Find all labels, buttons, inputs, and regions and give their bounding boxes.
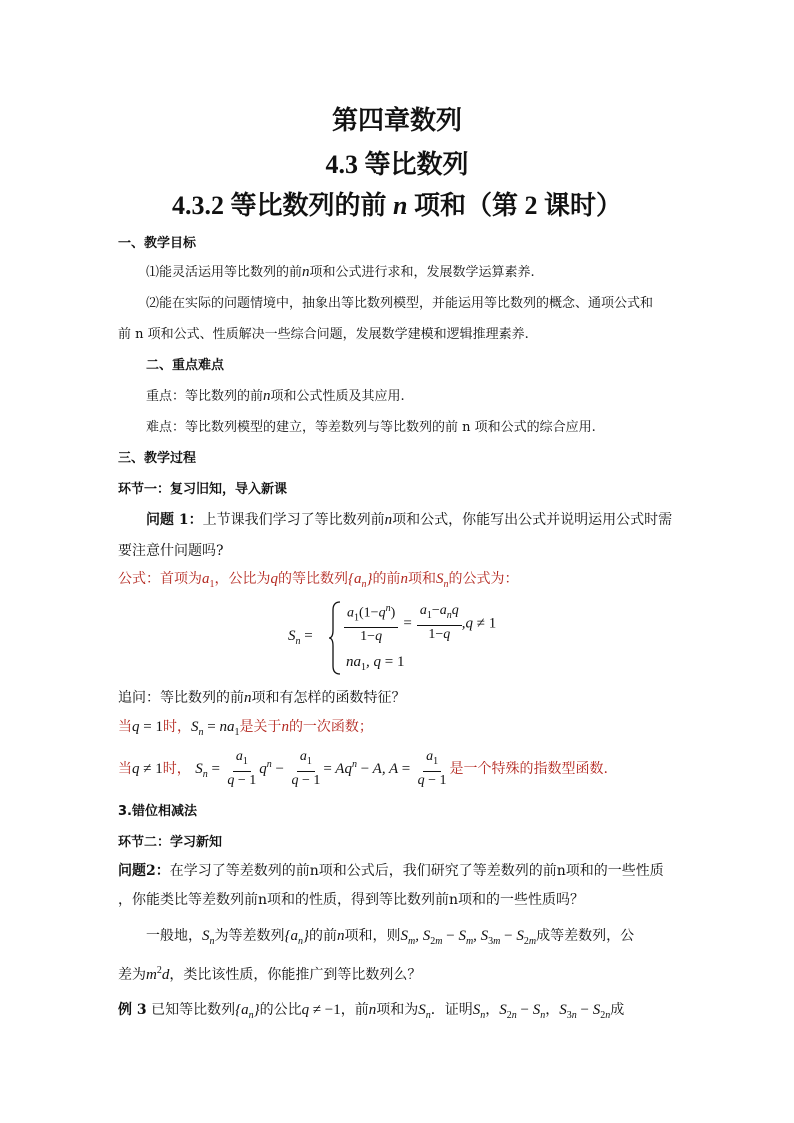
follow-question: 追问：等比数列的前n项和有怎样的函数特征？ [118, 690, 406, 706]
question-2-line2: ，你能类比等差数列前n项和的性质，得到等比数列前n项和的一些性质吗？ [118, 892, 585, 908]
goal-1: ⑴能灵活运用等比数列的前n项和公式进行求和，发展数学运算素养. [146, 264, 535, 280]
hard-point: 难点：等比数列模型的建立，等差数列与等比数列的前 n 项和公式的综合应用. [146, 420, 596, 435]
case-q-not-1: 当q ≠ 1时， $S_n$ = $\frac{a_1}{q - 1}$ $q^n$ − $\frac{a_1}{q - 1}$ = $Aq^n - A$, A = $\frac{a_1}{q - 1}$ 是一个特殊的指数型函数. [118, 749, 608, 788]
heading-key-points: 二、重点难点 [146, 358, 225, 373]
example-3-label: 例 3 [118, 1002, 147, 1018]
sum-formula-case-q-not-1: $\frac{a_1(1-q^n)}{1-q}$ = $\frac{a_1-a_nq}{1-q}$ ,q ≠ 1 [344, 600, 496, 646]
link-1: 环节一：复习旧知，导入新课 [118, 482, 288, 497]
lesson-title-post: 项和（第 2 课时） [407, 191, 622, 220]
brace-icon [328, 600, 342, 676]
formula-lead: 公式：首项为$a_1$，公比为q的等比数列$\{a_n\}$的前n项和$S_n$的公式为： [118, 571, 519, 590]
question-1-line1: 问题 1：上节课我们学习了等比数列前n项和公式，你能写出公式并说明运用公式时需 [146, 512, 673, 528]
heading-goals: 一、教学目标 [118, 236, 197, 251]
question-1-label: 问题 1： [146, 512, 203, 528]
goal-2-line1: ⑵能在实际的问题情境中，抽象出等比数列模型，并能运用等比数列的概念、通项公式和 [146, 296, 654, 311]
general-statement-line1: 一般地，$S_n$为等差数列$\{a_n\}$的前n项和，则$S_m$, $S_{2m} - S_m$, $S_{3m} - S_{2m}$成等差数列，公 [146, 928, 635, 947]
method-3: 3.错位相减法 [118, 804, 197, 819]
sum-formula: $S_n$ = $\frac{a_1(1-q^n)}{1-q}$ = $\frac{a_1-a_nq}{1-q}$ ,q ≠ 1 $na_1$, q = 1 [288, 598, 518, 678]
chapter-title: 第四章数列 [331, 106, 462, 135]
lesson-title-pre: 4.3.2 等比数列的前 [172, 191, 394, 220]
key-point: 重点：等比数列的前n项和公式性质及其应用. [146, 388, 405, 404]
lesson-title-var: n [393, 191, 408, 220]
section-title: 4.3 等比数列 [325, 150, 469, 179]
example-3: 例 3 已知等比数列$\{a_n\}$的公比q ≠ −1，前n项和为$S_n$．证明$S_n$，$S_{2n} - S_n$，$S_{3n} - S_{2n}$成 [118, 1002, 625, 1021]
lesson-title [0, 185, 794, 222]
heading-process: 三、教学过程 [118, 451, 197, 466]
question-1-line2: 要注意什问题吗? [118, 543, 224, 559]
question-2-line1: 问题2：在学习了等差数列的前n项和公式后，我们研究了等差数列的前n项和的一些性质 [118, 863, 664, 879]
general-statement-line2: 差为$m^2d$，类比该性质，你能推广到等比数列么？ [118, 965, 422, 983]
case-q-equals-1: 当q = 1时，$S_n = na_1$是关于n的一次函数； [118, 719, 373, 738]
link-2: 环节二：学习新知 [118, 835, 223, 850]
question-2-label: 问题2： [118, 863, 170, 879]
goal-2-line2: 前 n 项和公式、性质解决一些综合问题，发展数学建模和逻辑推理素养. [118, 327, 529, 342]
sum-formula-case-q-1: $na_1$, q = 1 [346, 654, 405, 673]
